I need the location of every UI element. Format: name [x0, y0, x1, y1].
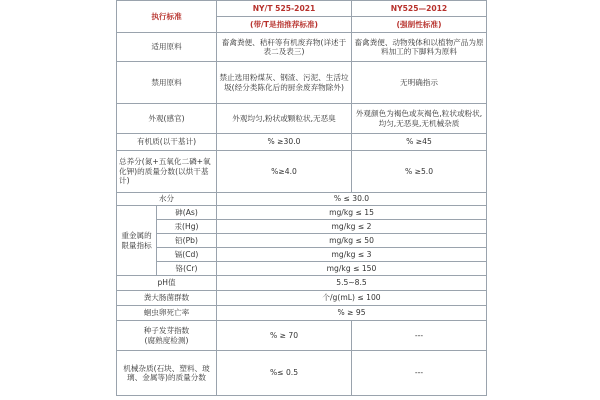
cell-value: %≤ 0.5 [217, 351, 352, 396]
standards-comparison-table [116, 0, 487, 396]
table-row [117, 248, 487, 262]
row-label [117, 321, 217, 351]
cell-value: 5.5~8.5 [217, 276, 487, 291]
row-label: 外观(感官) [117, 104, 217, 134]
cell-value: --- [352, 321, 487, 351]
row-label: pH值 [117, 276, 217, 291]
germination-sublabel: (腐熟度检测) [144, 335, 189, 345]
metal-name: 铬(Cr) [157, 262, 217, 276]
cell-value: 无明确指示 [352, 62, 487, 104]
cell-value: %≥4.0 [217, 151, 352, 193]
header-std1-note: (带/T是指推荐标准) [217, 17, 352, 33]
header-std2-code: NY525—2012 [352, 1, 487, 17]
table-row [117, 62, 487, 104]
table-row [117, 33, 487, 62]
table-row [117, 193, 487, 206]
row-label: 水分 [117, 193, 217, 206]
table-row [117, 291, 487, 306]
table-row [117, 306, 487, 321]
cell-value: 禁止选用粉煤灰、钢渣、污泥、生活垃圾(经分类陈化后的厨余废弃物除外) [217, 62, 352, 104]
header-standard-label: 执行标准 [117, 1, 217, 33]
cell-value: % ≥45 [352, 134, 487, 151]
table-row [117, 276, 487, 291]
table-row [117, 234, 487, 248]
header-std2-note: (强制性标准) [352, 17, 487, 33]
metal-limit: mg/kg ≤ 15 [217, 206, 487, 220]
table-row [117, 206, 487, 220]
table-row [117, 134, 487, 151]
row-label: 粪大肠菌群数 [117, 291, 217, 306]
heavy-metals-group-label: 重金属的限量指标 [117, 206, 157, 276]
cell-value: % ≥ 95 [217, 306, 487, 321]
metal-name: 铅(Pb) [157, 234, 217, 248]
table-row [117, 262, 487, 276]
row-label: 禁用原料 [117, 62, 217, 104]
row-label: 总养分(氮+五氧化二磷+氧化钾)的质量分数(以烘干基计) [117, 151, 217, 193]
cell-value: % ≥30.0 [217, 134, 352, 151]
metal-limit: mg/kg ≤ 50 [217, 234, 487, 248]
row-label: 有机质(以干基计) [117, 134, 217, 151]
metal-limit: mg/kg ≤ 3 [217, 248, 487, 262]
cell-value: 畜禽粪便、动物残体和以植物产品为原料加工的下脚料为原料 [352, 33, 487, 62]
row-label: 蛔虫卵死亡率 [117, 306, 217, 321]
table-row [117, 151, 487, 193]
cell-value: --- [352, 351, 487, 396]
table-row [117, 104, 487, 134]
cell-value: 外观均匀,粉状或颗粒状,无恶臭 [217, 104, 352, 134]
metal-name: 砷(As) [157, 206, 217, 220]
row-label: 适用原料 [117, 33, 217, 62]
metal-limit: mg/kg ≤ 150 [217, 262, 487, 276]
cell-value: 畜禽粪便、秸秆等有机废弃物(详述于表二及表三) [217, 33, 352, 62]
row-label: 机械杂质(石块、塑料、玻璃、金属等)的质量分数 [117, 351, 217, 396]
table-row [117, 321, 487, 351]
cell-value: % ≥5.0 [352, 151, 487, 193]
table-row [117, 351, 487, 396]
germination-label: 种子发芽指数 [143, 326, 190, 336]
cell-value: 个/g(mL) ≤ 100 [217, 291, 487, 306]
cell-value: 外观颜色为褐色或灰褐色,粒状或粉状,均匀,无恶臭,无机械杂质 [352, 104, 487, 134]
cell-value: % ≥ 70 [217, 321, 352, 351]
standards-comparison-sheet [116, 0, 486, 396]
metal-name: 汞(Hg) [157, 220, 217, 234]
cell-value: % ≤ 30.0 [217, 193, 487, 206]
metal-name: 镉(Cd) [157, 248, 217, 262]
header-std1-code: NY/T 525-2021 [217, 1, 352, 17]
metal-limit: mg/kg ≤ 2 [217, 220, 487, 234]
table-row [117, 220, 487, 234]
